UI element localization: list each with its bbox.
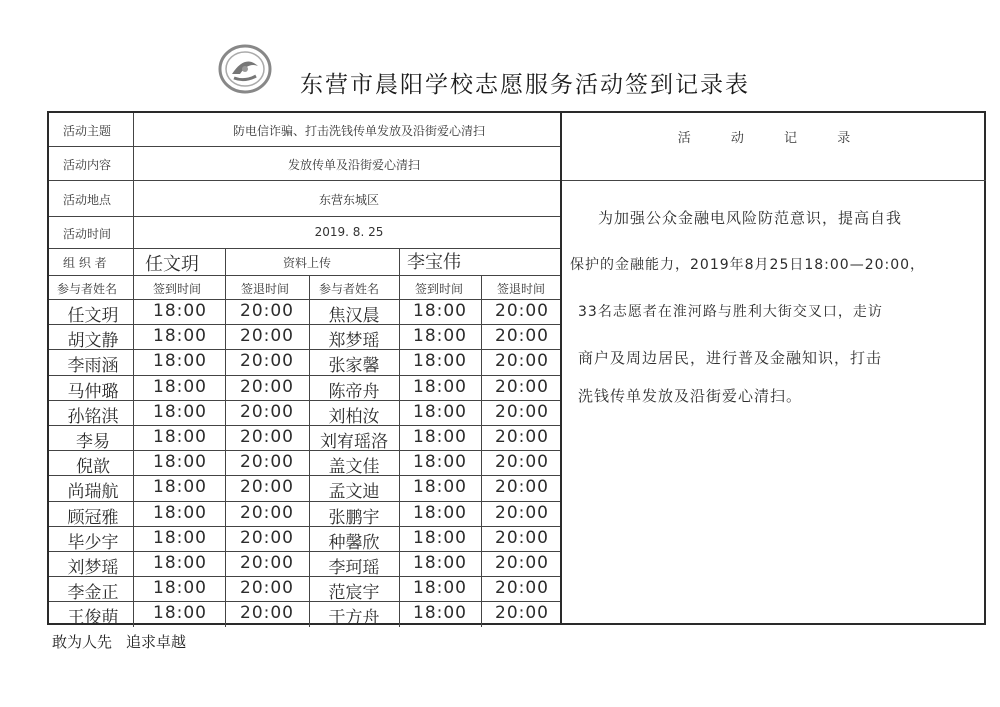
cell-checkout-1: 20:00 xyxy=(240,502,294,523)
cell-checkout-2: 20:00 xyxy=(495,401,549,422)
theme-value: 防电信诈骗、打击洗钱传单发放及沿街爱心清扫 xyxy=(232,124,485,138)
slogan-left: 敢为人先 xyxy=(52,633,113,651)
location-value: 东营东城区 xyxy=(318,193,379,207)
cell-checkin-2: 18:00 xyxy=(413,502,467,523)
organizer-value: 任文玥 xyxy=(145,254,199,275)
cell-checkin-2: 18:00 xyxy=(413,477,467,498)
cell-name-2: 李珂瑶 xyxy=(328,558,380,578)
cell-checkin-1: 18:00 xyxy=(153,502,207,523)
cell-checkin-2: 18:00 xyxy=(413,427,467,447)
upload-value: 李宝伟 xyxy=(407,252,461,273)
time-value: 2019. 8. 25 xyxy=(314,225,384,239)
cell-name-1: 毕少宇 xyxy=(67,532,119,553)
cell-name-2: 于方舟 xyxy=(328,608,380,629)
cell-checkout-2: 20:00 xyxy=(495,477,549,498)
cell-checkout-1: 20:00 xyxy=(240,401,294,422)
cell-checkout-1: 20:00 xyxy=(240,603,294,624)
cell-checkin-1: 18:00 xyxy=(153,578,207,599)
cell-checkin-1: 18:00 xyxy=(153,477,207,498)
cell-checkin-1: 18:00 xyxy=(153,553,207,573)
cell-name-2: 郑梦瑶 xyxy=(328,331,380,352)
slogan-right: 追求卓越 xyxy=(126,633,187,651)
location-label: 活动地点 xyxy=(63,193,112,207)
theme-label: 活动主题 xyxy=(63,124,112,138)
cell-name-2: 范宸宇 xyxy=(328,583,380,604)
cell-checkout-1: 20:00 xyxy=(240,326,294,347)
cell-checkout-1: 20:00 xyxy=(240,553,294,573)
cell-checkin-1: 18:00 xyxy=(153,527,207,548)
cell-checkin-1: 18:00 xyxy=(153,326,207,347)
page-title: 东营市晨阳学校志愿服务活动签到记录表 xyxy=(300,72,750,98)
cell-name-1: 刘梦瑶 xyxy=(67,558,119,578)
cell-checkout-2: 20:00 xyxy=(495,376,549,397)
cell-name-2: 盖文佳 xyxy=(328,457,380,478)
content-label: 活动内容 xyxy=(63,158,112,172)
cell-checkout-1: 20:00 xyxy=(240,477,294,498)
cell-name-2: 陈帝舟 xyxy=(328,381,380,402)
cell-name-1: 任文玥 xyxy=(67,306,119,326)
cell-name-1: 倪歆 xyxy=(76,457,110,478)
cell-name-1: 李金正 xyxy=(67,583,119,604)
organizer-label: 组 织 者 xyxy=(63,256,107,270)
cell-checkin-2: 18:00 xyxy=(413,376,467,397)
cell-name-2: 焦汉晨 xyxy=(328,306,380,326)
cell-checkin-1: 18:00 xyxy=(153,427,207,447)
col-header-checkout-2: 签退时间 xyxy=(497,282,546,296)
record-heading: 活 动 记 录 xyxy=(677,131,869,146)
cell-checkout-1: 20:00 xyxy=(240,427,294,447)
cell-checkin-2: 18:00 xyxy=(413,401,467,422)
cell-checkin-2: 18:00 xyxy=(413,578,467,599)
cell-checkin-2: 18:00 xyxy=(413,553,467,573)
record-line: 商户及周边居民，进行普及金融知识，打击 xyxy=(578,349,883,367)
cell-checkin-2: 18:00 xyxy=(413,527,467,548)
cell-name-2: 张家馨 xyxy=(328,356,380,377)
cell-name-1: 顾冠雅 xyxy=(67,507,119,528)
cell-checkout-2: 20:00 xyxy=(495,452,549,473)
cell-checkin-1: 18:00 xyxy=(153,452,207,473)
cell-checkin-2: 18:00 xyxy=(413,326,467,347)
record-line: 33名志愿者在淮河路与胜利大街交叉口，走访 xyxy=(578,304,883,320)
cell-name-1: 胡文静 xyxy=(67,331,119,352)
cell-checkout-2: 20:00 xyxy=(495,502,549,523)
cell-checkin-1: 18:00 xyxy=(153,301,207,321)
cell-name-2: 种馨欣 xyxy=(328,532,380,553)
cell-checkout-2: 20:00 xyxy=(495,427,549,447)
cell-checkout-1: 20:00 xyxy=(240,301,294,321)
time-label: 活动时间 xyxy=(63,227,112,241)
cell-name-2: 孟文迪 xyxy=(328,482,380,503)
record-line: 为加强公众金融电风险防范意识，提高自我 xyxy=(598,209,903,227)
cell-checkin-1: 18:00 xyxy=(153,351,207,372)
cell-name-2: 刘柏汝 xyxy=(328,406,380,427)
record-line: 保护的金融能力，2019年8月25日18:00—20:00， xyxy=(570,257,926,273)
cell-name-2: 张鹏宇 xyxy=(328,507,380,528)
record-line: 洗钱传单发放及沿街爱心清扫。 xyxy=(578,387,803,405)
cell-name-1: 尚瑞航 xyxy=(67,482,119,503)
upload-label: 资料上传 xyxy=(283,256,332,270)
cell-checkout-2: 20:00 xyxy=(495,527,549,548)
cell-name-1: 李雨涵 xyxy=(67,356,119,377)
cell-checkout-2: 20:00 xyxy=(495,326,549,347)
cell-checkout-2: 20:00 xyxy=(495,351,549,372)
cell-checkin-2: 18:00 xyxy=(413,301,467,321)
activity-record xyxy=(560,111,986,625)
cell-checkin-2: 18:00 xyxy=(413,351,467,372)
cell-checkin-2: 18:00 xyxy=(413,452,467,473)
cell-name-2: 刘宥瑶洛 xyxy=(320,432,388,452)
footer-slogan xyxy=(52,631,186,652)
cell-checkout-2: 20:00 xyxy=(495,553,549,573)
cell-checkout-1: 20:00 xyxy=(240,527,294,548)
cell-checkin-1: 18:00 xyxy=(153,603,207,624)
col-header-checkin-2: 签到时间 xyxy=(415,282,464,296)
cell-name-1: 王俊萌 xyxy=(67,608,119,629)
signin-form xyxy=(47,111,560,629)
cell-checkout-2: 20:00 xyxy=(495,301,549,321)
cell-checkout-1: 20:00 xyxy=(240,376,294,397)
col-header-checkout-1: 签退时间 xyxy=(241,282,290,296)
cell-checkin-1: 18:00 xyxy=(153,401,207,422)
content-value: 发放传单及沿街爱心清扫 xyxy=(287,158,420,172)
cell-checkout-2: 20:00 xyxy=(495,603,549,624)
cell-name-1: 孙铭淇 xyxy=(67,406,119,427)
cell-checkout-1: 20:00 xyxy=(240,351,294,372)
cell-checkin-1: 18:00 xyxy=(153,376,207,397)
cell-name-1: 马仲璐 xyxy=(67,381,119,402)
cell-checkin-2: 18:00 xyxy=(413,603,467,624)
cell-checkout-2: 20:00 xyxy=(495,578,549,599)
cell-checkout-1: 20:00 xyxy=(240,452,294,473)
cell-checkout-1: 20:00 xyxy=(240,578,294,599)
col-header-name-2: 参与者姓名 xyxy=(319,282,380,296)
col-header-name-1: 参与者姓名 xyxy=(57,282,118,296)
cell-name-1: 李易 xyxy=(76,432,110,452)
school-logo xyxy=(218,44,272,94)
col-header-checkin-1: 签到时间 xyxy=(153,282,202,296)
